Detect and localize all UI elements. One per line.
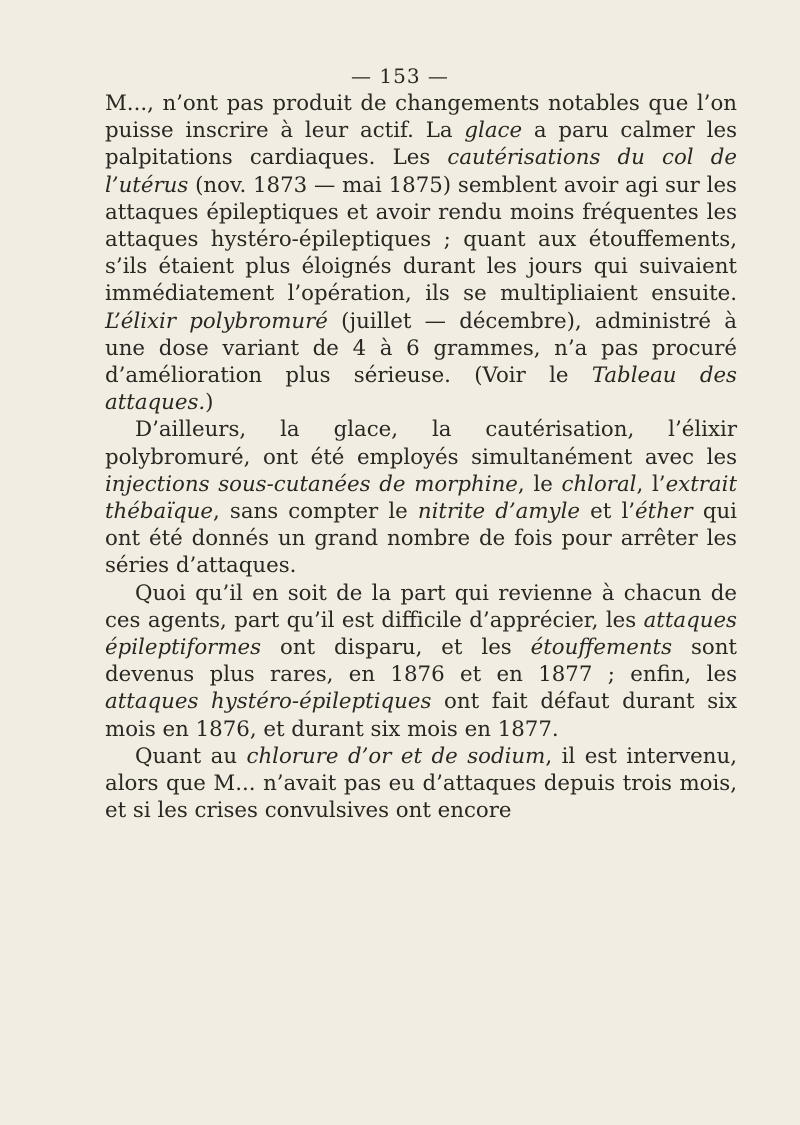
text-run: ) [205,390,214,416]
body-text [105,90,737,824]
page-number: — 153 — [351,64,449,88]
italic-text-run: injections sous-cutanées de morphine [105,471,518,497]
italic-text-run: cautérisations du col de l’utérus [105,145,737,198]
text-run: Quant au [135,743,247,769]
italic-text-run: attaques hystéro-épileptiques [105,689,432,715]
text-run: sont devenus plus rares, en 1876 et en 1877 ; enfin, les [105,635,737,688]
italic-text-run: étouffements [530,635,673,661]
paragraph-1 [105,90,737,416]
paragraph-2 [105,416,737,579]
text-run: et l’ [580,499,636,525]
text-run: (juillet — décembre), administré à une dose variant de 4 à 6 grammes, n’a pas procuré d’amélioration plus sérieuse. (Voir le [105,308,737,389]
text-run: , l’ [636,471,666,497]
text-run: ont fait défaut durant six mois en 1876, et durant six mois en 1877. [105,689,737,742]
italic-text-run: glace [464,118,523,144]
text-run: , sans compter le [212,499,418,525]
text-run: (nov. 1873 — mai 1875) semblent avoir agi sur les attaques épileptiques et avoir rendu moins fréquentes les attaques hystéro-épileptiques ; quant aux étouffements, s’ils étaient plus éloignés durant les jours qui suivaient immédiatement l’opération, ils se multipliaient ensuite. [105,172,737,307]
text-run: M..., n’ont pas produit de changements notables que l’on puisse inscrire à leur actif. La [105,91,737,144]
text-run: , le [517,471,562,497]
text-run: a paru calmer les palpitations cardiaques. Les [105,118,738,171]
italic-text-run: L’élixir polybromuré [105,308,328,334]
italic-text-run: chlorure d’or et de sodium [246,743,546,769]
paragraph-4 [105,743,737,825]
paragraph-3 [105,580,737,743]
italic-text-run: Tableau des attaques. [105,363,737,416]
italic-text-run: chloral [561,471,637,497]
text-run: D’ailleurs, la glace, la cautérisation, l’élixir polybromuré, ont été employés simultanément avec les [105,417,737,470]
text-run: qui ont été donnés un grand nombre de fois pour arrêter les séries d’attaques. [105,499,737,579]
text-run: Quoi qu’il en soit de la part qui revienne à chacun de ces agents, part qu’il est difficile d’apprécier, les [105,580,737,633]
italic-text-run: nitrite d’amyle [417,499,581,525]
italic-text-run: extrait thébaïque [105,471,737,525]
text-run: ont disparu, et les [261,635,531,661]
text-run: , il est intervenu, alors que M... n’avait pas eu d’attaques depuis trois mois, et si les crises convulsives ont encore [105,743,737,824]
italic-text-run: éther [635,499,693,525]
italic-text-run: attaques épileptiformes [105,607,737,661]
